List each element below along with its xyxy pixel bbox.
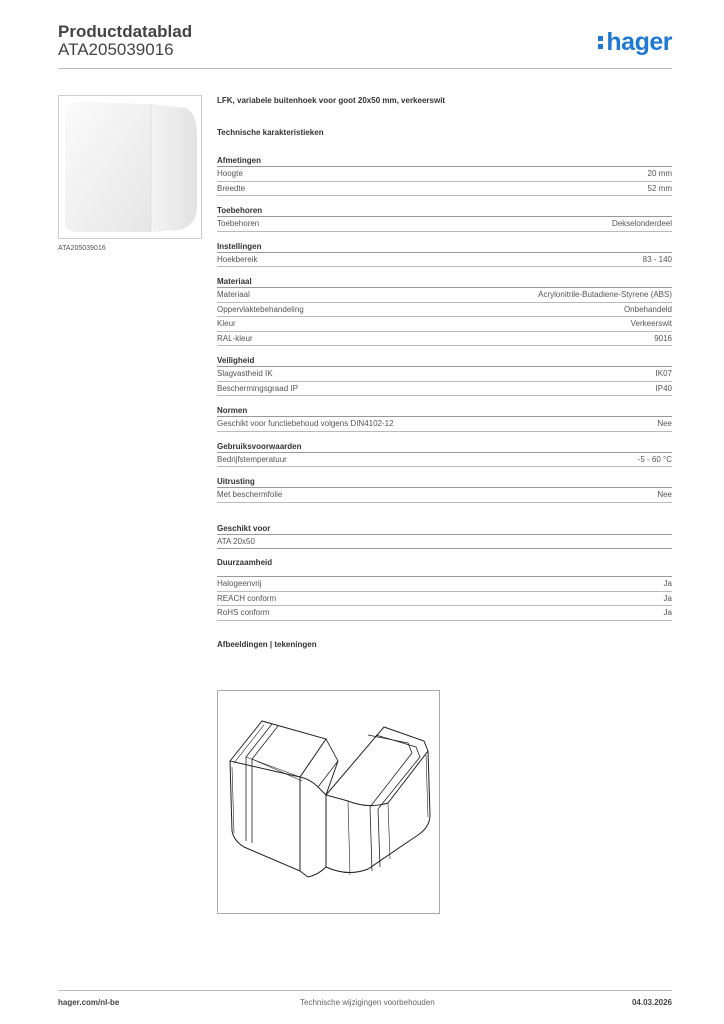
spec-row (217, 332, 672, 347)
row-label: Halogeenvrij (217, 579, 262, 588)
header-title: Productdatablad (58, 22, 193, 41)
spec-row (217, 453, 672, 468)
footer-website[interactable]: hager.com/nl-be (58, 998, 120, 1007)
corner-drawing-image (218, 691, 439, 913)
spec-content (217, 96, 672, 651)
section-title: Uitrusting (217, 476, 672, 488)
row-label: RAL-kleur (217, 333, 253, 343)
hager-logo (598, 28, 672, 57)
spec-row (217, 182, 672, 197)
row-value: 20 mm (647, 169, 672, 178)
section-title: Gebruiksvoorwaarden (217, 441, 672, 453)
section-title: Instellingen (217, 241, 672, 253)
row-value: IK07 (655, 369, 672, 378)
row-label: Geschikt voor functiebehoud volgens DIN4102-12 (217, 419, 394, 428)
row-value: 9016 (654, 333, 672, 343)
row-value: IP40 (655, 383, 672, 393)
spec-row (217, 417, 672, 432)
row-value: Ja (663, 593, 672, 603)
spec-row (217, 303, 672, 318)
spec-row (217, 288, 672, 303)
row-value: Onbehandeld (623, 304, 672, 314)
row-label: Bedrijfstemperatuur (217, 454, 287, 464)
technical-drawing (217, 690, 440, 914)
section-title: Geschikt voor (217, 523, 672, 535)
row-label: Kleur (217, 319, 236, 328)
row-value: 83 - 140 (642, 254, 672, 264)
row-value: Nee (657, 490, 672, 499)
photo-caption: ATA205039016 (58, 245, 106, 252)
product-description: LFK, variabele buitenhoek voor goot 20x50 mm, verkeerswit (217, 96, 446, 105)
spec-section (217, 355, 672, 396)
row-value: Verkeerswit (630, 319, 672, 328)
row-label: Hoekbereik (217, 254, 258, 264)
row-value: Ja (663, 608, 672, 617)
section-title: Toebehoren (217, 205, 672, 217)
spec-section (217, 405, 672, 432)
spec-row (217, 382, 672, 397)
product-photo-image (59, 96, 201, 238)
row-value: Ja (663, 579, 672, 588)
footer-notice: Technische wijzigingen voorbehouden (300, 998, 435, 1007)
row-value: 52 mm (647, 183, 672, 193)
section-title: Afmetingen (217, 155, 672, 167)
spec-section (217, 155, 672, 196)
spec-row (217, 592, 672, 607)
product-photo (58, 95, 202, 239)
row-label: Oppervlaktebehandeling (217, 304, 304, 314)
section-suitable (217, 523, 672, 550)
tech-title: Technische karakteristieken (217, 128, 324, 137)
row-label: Beschermingsgraad IP (217, 383, 298, 393)
row-label: RoHS conform (217, 608, 270, 617)
spec-row (217, 253, 672, 268)
row-label: REACH conform (217, 593, 277, 603)
spec-row (217, 317, 672, 332)
spec-row (217, 167, 672, 182)
spec-row (217, 217, 672, 232)
row-label: Hoogte (217, 169, 243, 178)
spec-row (217, 535, 672, 550)
row-value: Dekselonderdeel (611, 219, 672, 228)
images-title: Afbeeldingen | tekeningen (217, 639, 317, 649)
section-title: Normen (217, 405, 672, 417)
section-sustainability (217, 557, 672, 621)
row-value: Nee (657, 419, 672, 428)
row-label: Slagvastheid IK (217, 369, 273, 378)
spec-row (217, 488, 672, 503)
article-number: ATA205039016 (58, 40, 174, 59)
row-label: ATA 20x50 (217, 536, 255, 546)
row-label: Met beschermfolie (217, 490, 283, 499)
row-label: Toebehoren (217, 219, 260, 228)
spec-section (217, 205, 672, 232)
row-value: -5 - 60 °C (637, 454, 672, 464)
footer-divider (58, 990, 672, 991)
row-value: Acrylonitrile-Butadiene-Styrene (ABS) (538, 290, 672, 299)
spec-section (217, 241, 672, 268)
section-title: Veiligheid (217, 355, 672, 367)
spec-row (217, 577, 672, 592)
spec-row (217, 606, 672, 621)
row-label: Materiaal (217, 290, 250, 299)
logo-text: hager (606, 28, 672, 56)
spec-section (217, 276, 672, 346)
spec-section (217, 476, 672, 503)
header-divider (58, 68, 672, 69)
section-title: Materiaal (217, 276, 672, 288)
spec-row (217, 367, 672, 382)
spec-sections (217, 155, 672, 503)
row-label: Breedte (217, 183, 246, 193)
spec-section (217, 441, 672, 468)
section-title: Duurzaamheid (217, 557, 672, 577)
footer-date: 04.03.2026 (631, 998, 672, 1007)
